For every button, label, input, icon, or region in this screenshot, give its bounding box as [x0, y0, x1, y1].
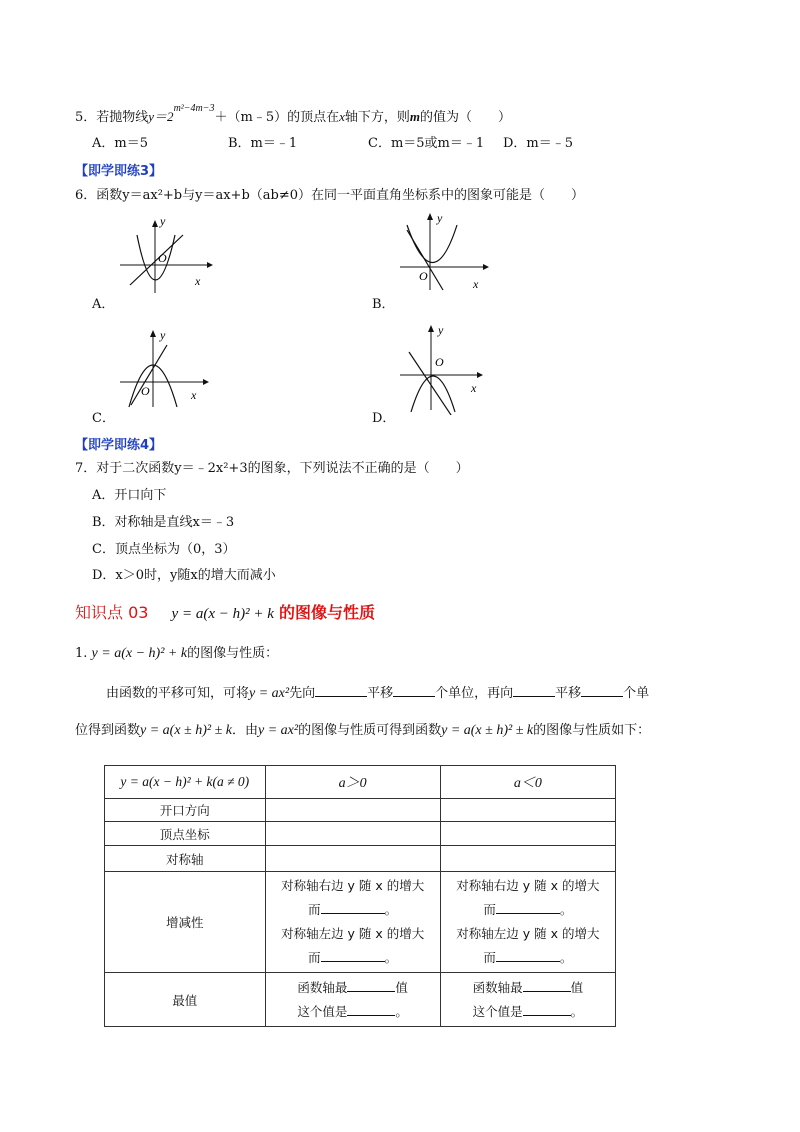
- period: 。: [559, 902, 573, 917]
- cell-monotonic-neg: [440, 872, 615, 973]
- inc-neg-er: 而: [483, 902, 496, 917]
- q7-text: 7．对于二次函数y＝﹣2x²+3的图象，下列说法不正确的是（ ）: [75, 461, 469, 476]
- para-f2: y = a(x ± h)² ± k: [140, 723, 232, 738]
- graph-d-y-label: y: [438, 323, 444, 337]
- period: 。: [559, 950, 573, 965]
- table-row: [105, 846, 616, 872]
- max-neg-text: 函数轴最: [472, 979, 523, 995]
- cell-opening-neg[interactable]: [440, 799, 615, 822]
- row-label-axis: 对称轴: [105, 846, 266, 872]
- max-neg-line1: [445, 976, 611, 1000]
- period: 。: [384, 950, 398, 965]
- graph-b-origin: O: [419, 269, 428, 283]
- graph-a-origin: O: [158, 251, 167, 265]
- header-a-positive-text: a＞0: [338, 776, 367, 791]
- para-l1d: 个单位，再向: [435, 686, 514, 701]
- cell-vertex-neg[interactable]: [440, 822, 615, 846]
- blank-inc-neg-left[interactable]: [496, 949, 560, 962]
- graph-a-label: A．: [92, 297, 115, 312]
- section-header-3: 【即学即练3】: [75, 164, 163, 179]
- para-f1: y = ax²: [249, 686, 290, 701]
- inc-neg-line4: [445, 946, 611, 970]
- inc-neg-line1: 对称轴右边 y 随 x 的增大: [456, 878, 600, 893]
- properties-table: [104, 765, 616, 1027]
- q5-text: 5．若抛物线: [75, 110, 149, 125]
- header-formula-text: y = a(x − h)² + k(a ≠ 0): [120, 774, 250, 789]
- q5-x: x: [339, 109, 345, 124]
- table-row: [105, 822, 616, 846]
- para-l2d: 的图像与性质如下：: [533, 723, 651, 738]
- period: 。: [570, 1003, 584, 1019]
- para-line-1: [106, 684, 649, 703]
- q5-text-d: 的值为（ ）: [420, 110, 512, 125]
- para-f4: y = a(x ± h)² ± k: [441, 723, 534, 738]
- cell-axis-neg[interactable]: [440, 846, 615, 872]
- inc-pos-er: 而: [308, 902, 321, 917]
- graph-b-parabola: [407, 225, 457, 263]
- q7-option-c: C．顶点坐标为（0，3）: [92, 542, 236, 557]
- header-a-negative-text: a＜0: [513, 776, 542, 791]
- q5-option-d: D．m＝﹣5: [503, 136, 574, 151]
- graph-b: [395, 210, 495, 295]
- q6-text: 6．函数y＝ax²+b与y＝ax+b（ab≠0）在同一平面直角坐标系中的图象可能是（ ）: [75, 188, 584, 203]
- para-l2b: ．由: [232, 723, 259, 738]
- item1-text: 的图像与性质：: [187, 646, 279, 661]
- graph-a-y-arrow: [152, 220, 158, 227]
- graph-c-y-label: y: [160, 328, 166, 342]
- header-formula: [105, 766, 266, 799]
- graph-b-x-arrow: [483, 264, 489, 270]
- graph-b-y-label: y: [437, 211, 443, 225]
- inc-pos-line2: [270, 898, 436, 922]
- blank-3[interactable]: [513, 684, 555, 697]
- inc-neg-er2: 而: [483, 950, 496, 965]
- table-row: [105, 799, 616, 822]
- max-pos-text: 函数轴最: [297, 979, 348, 995]
- graph-c-x-arrow: [203, 379, 209, 385]
- inc-pos-er2: 而: [308, 950, 321, 965]
- cell-opening-pos[interactable]: [265, 799, 440, 822]
- blank-2[interactable]: [393, 684, 435, 697]
- blank-inc-neg-right[interactable]: [496, 901, 560, 914]
- inc-neg-line3: 对称轴左边 y 随 x 的增大: [456, 926, 600, 941]
- inc-pos-line4: [270, 946, 436, 970]
- row-label-monotonic: 增减性: [105, 872, 266, 973]
- q5-function: y＝2: [148, 109, 174, 124]
- period: 。: [395, 1003, 408, 1019]
- graph-d-x-arrow: [477, 372, 483, 378]
- blank-max-neg-value[interactable]: [523, 1003, 571, 1016]
- graph-c-origin: O: [141, 384, 150, 398]
- graph-a-x-label: x: [195, 274, 201, 288]
- cell-vertex-pos[interactable]: [265, 822, 440, 846]
- blank-max-pos-kind[interactable]: [347, 979, 395, 992]
- q5-option-c: C．m＝5或m＝﹣1: [368, 136, 485, 151]
- item1-num: 1.: [75, 646, 88, 661]
- blank-inc-pos-left[interactable]: [321, 949, 385, 962]
- table-header-row: [105, 766, 616, 799]
- para-l1f: 个单: [623, 686, 650, 701]
- blank-inc-pos-right[interactable]: [321, 901, 385, 914]
- blank-4[interactable]: [581, 684, 623, 697]
- graph-b-x-label: x: [473, 277, 479, 291]
- max-pos-line1: [270, 976, 436, 1000]
- knowledge-point-3-heading: [75, 600, 375, 623]
- graph-d-origin: O: [435, 355, 444, 369]
- max-pos-zhi: 值: [395, 979, 408, 995]
- q5-text-c: 轴下方，则: [344, 110, 410, 125]
- graph-a: [115, 215, 215, 295]
- graph-c: [115, 325, 215, 410]
- graph-c-x-label: x: [191, 388, 197, 402]
- para-l1a: 由函数的平移可知，可将: [106, 686, 250, 701]
- cell-extremum-pos: [265, 973, 440, 1027]
- blank-1[interactable]: [315, 684, 367, 697]
- para-l1b: 先向: [289, 686, 316, 701]
- row-label-opening: 开口方向: [105, 799, 266, 822]
- inc-pos-line1: 对称轴右边 y 随 x 的增大: [281, 878, 425, 893]
- q5-option-b: B．m＝﹣1: [228, 136, 298, 151]
- row-label-extremum: 最值: [105, 973, 266, 1027]
- q5-option-a: A．m＝5: [92, 136, 148, 151]
- max-neg-zhi: 值: [570, 979, 584, 995]
- graph-b-label: B．: [372, 297, 395, 312]
- para-f3: y = ax²: [258, 723, 299, 738]
- item1-formula: y = a(x − h)² + k: [91, 646, 188, 661]
- max-pos-value-text: 这个值是: [297, 1003, 348, 1019]
- blank-max-neg-kind[interactable]: [523, 979, 571, 992]
- max-neg-value-text: 这个值是: [472, 1003, 523, 1019]
- q7-option-a: A．开口向下: [92, 488, 167, 503]
- para-l1e: 平移: [555, 686, 582, 701]
- cell-axis-pos[interactable]: [265, 846, 440, 872]
- q5-line: [75, 103, 512, 128]
- q7-option-d: D．x＞0时，y随x的增大而减小: [92, 568, 276, 583]
- blank-max-pos-value[interactable]: [347, 1003, 395, 1016]
- graph-d-parabola: [411, 376, 455, 412]
- graph-d-label: D．: [372, 411, 396, 426]
- max-pos-line2: [270, 1000, 436, 1024]
- graph-a-x-arrow: [207, 262, 213, 268]
- para-l2c: 的图像与性质可得到函数: [298, 723, 442, 738]
- inc-neg-line2: [445, 898, 611, 922]
- graph-b-y-arrow: [427, 213, 433, 220]
- row-label-vertex: 顶点坐标: [105, 822, 266, 846]
- header-a-positive: [265, 766, 440, 799]
- cell-extremum-neg: [440, 973, 615, 1027]
- kp3-title: 的图像与性质: [278, 603, 375, 622]
- q5-exponent: m²−4m−3: [173, 103, 215, 114]
- table-row: [105, 973, 616, 1027]
- section-header-4: 【即学即练4】: [75, 438, 163, 453]
- table-row: [105, 872, 616, 973]
- cell-monotonic-pos: [265, 872, 440, 973]
- max-neg-line2: [445, 1000, 611, 1024]
- graph-d: [395, 320, 495, 415]
- graph-d-x-label: x: [471, 381, 477, 395]
- kp3-label: 知识点 03: [75, 603, 149, 622]
- para-l2a: 位得到函数: [75, 723, 141, 738]
- graph-c-y-arrow: [150, 330, 156, 337]
- graph-a-y-label: y: [160, 215, 166, 228]
- graph-c-label: C．: [92, 411, 115, 426]
- q5-m: m: [409, 109, 421, 124]
- period: 。: [384, 902, 398, 917]
- para-l1c: 平移: [367, 686, 394, 701]
- para-line-2: [75, 722, 650, 740]
- inc-pos-line3: 对称轴左边 y 随 x 的增大: [281, 926, 425, 941]
- q7-option-b: B．对称轴是直线x＝﹣3: [92, 515, 235, 530]
- header-a-negative: [440, 766, 615, 799]
- q5-text-b: ＋（m﹣5）的顶点在: [214, 110, 340, 125]
- graph-d-y-arrow: [428, 325, 434, 332]
- graph-a-line: [130, 235, 183, 285]
- item1-line: [75, 645, 278, 663]
- kp3-formula: y = a(x − h)² + k: [171, 606, 274, 622]
